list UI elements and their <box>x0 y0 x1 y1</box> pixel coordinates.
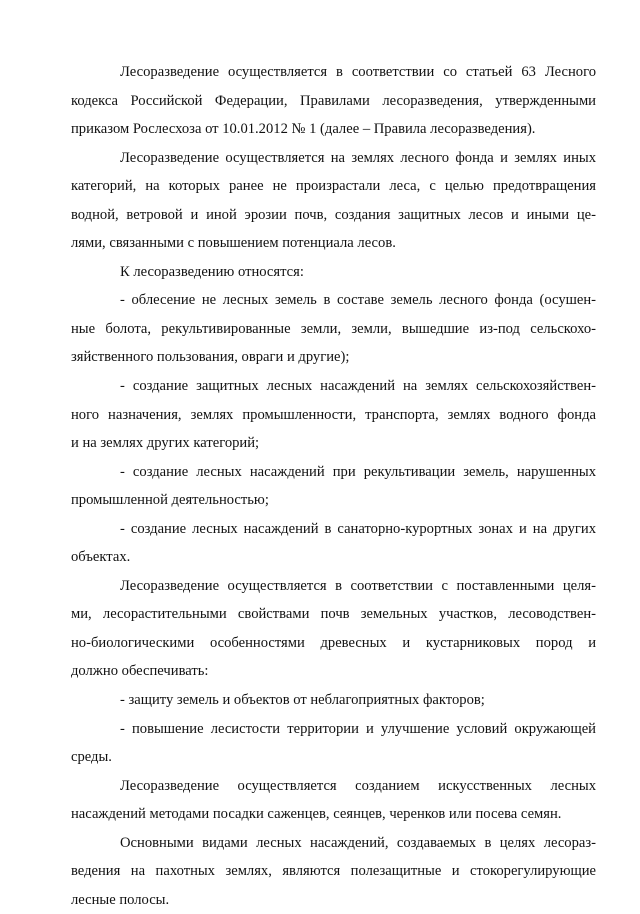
text-line: категорий, на которых ранее не произрастали леса, с целью предотвращения <box>71 178 596 195</box>
text-line: - создание лесных насаждений при рекультивации земель, нарушенных <box>120 463 596 480</box>
text-line: приказом Рослесхоза от 10.01.2012 № 1 (далее – Правила лесоразведения). <box>71 121 536 138</box>
text-line: ного назначения, землях промышленности, транспорта, землях водного фонда <box>71 406 596 423</box>
text-line: Лесоразведение осуществляется в соответствии со статьей 63 Лесного <box>120 64 596 80</box>
list-item <box>71 715 596 772</box>
list-item <box>71 458 596 515</box>
text-line: Основными видами лесных насаждений, создаваемых в целях лесораз- <box>120 834 596 851</box>
text-line: насаждений методами посадки саженцев, сеянцев, черенков или посева семян. <box>71 806 562 823</box>
paragraph <box>71 144 596 258</box>
text-line: - повышение лесистости территории и улучшение условий окружающей <box>120 720 596 737</box>
text-line: ведения на пахотных землях, являются полезащитные и стокорегулирующие <box>71 863 596 880</box>
paragraph <box>71 572 596 686</box>
list-item <box>71 515 596 572</box>
text-line: Лесоразведение осуществляется в соответствии с поставленными целя- <box>120 577 596 594</box>
paragraph <box>71 772 596 829</box>
text-line: лесные полосы. <box>71 891 170 908</box>
paragraph <box>71 58 596 144</box>
text-line: объектах. <box>71 549 131 566</box>
text-line: но-биологическими особенностями древесных и кустарниковых пород и <box>71 634 596 651</box>
text-line: ные болота, рекультивированные земли, земли, вышедшие из-под сельскохо- <box>71 320 596 337</box>
list-item <box>71 286 596 372</box>
text-line: - создание защитных лесных насаждений на землях сельскохозяйствен- <box>120 378 596 395</box>
text-line: среды. <box>71 749 112 766</box>
text-line: должно обеспечивать: <box>71 663 209 680</box>
text-line: Лесоразведение осуществляется на землях лесного фонда и землях иных <box>120 149 596 166</box>
text-line: промышленной деятельностью; <box>71 492 269 509</box>
paragraph <box>71 829 596 914</box>
text-line: - облесение не лесных земель в составе земель лесного фонда (осушен- <box>120 292 596 309</box>
text-line: водной, ветровой и иной эрозии почв, создания защитных лесов и иными це- <box>71 206 596 223</box>
text-line: - создание лесных насаждений в санаторно-курортных зонах и на других <box>120 520 596 537</box>
text-line: - защиту земель и объектов от неблагоприятных факторов; <box>120 692 485 709</box>
text-line: Лесоразведение осуществляется созданием искусственных лесных <box>120 777 596 794</box>
list-item <box>71 686 596 715</box>
text-line: кодекса Российской Федерации, Правилами лесоразведения, утвержденными <box>71 92 596 109</box>
text-line: лями, связанными с повышением потенциала лесов. <box>71 235 396 252</box>
text-line: К лесоразведению относятся: <box>120 263 304 280</box>
list-item <box>71 372 596 458</box>
text-line: ми, лесорастительными свойствами почв земельных участков, лесоводствен- <box>71 606 596 623</box>
paragraph <box>71 258 596 287</box>
text-line: зяйственного пользования, овраги и другие); <box>71 349 350 366</box>
text-line: и на землях других категорий; <box>71 435 260 452</box>
